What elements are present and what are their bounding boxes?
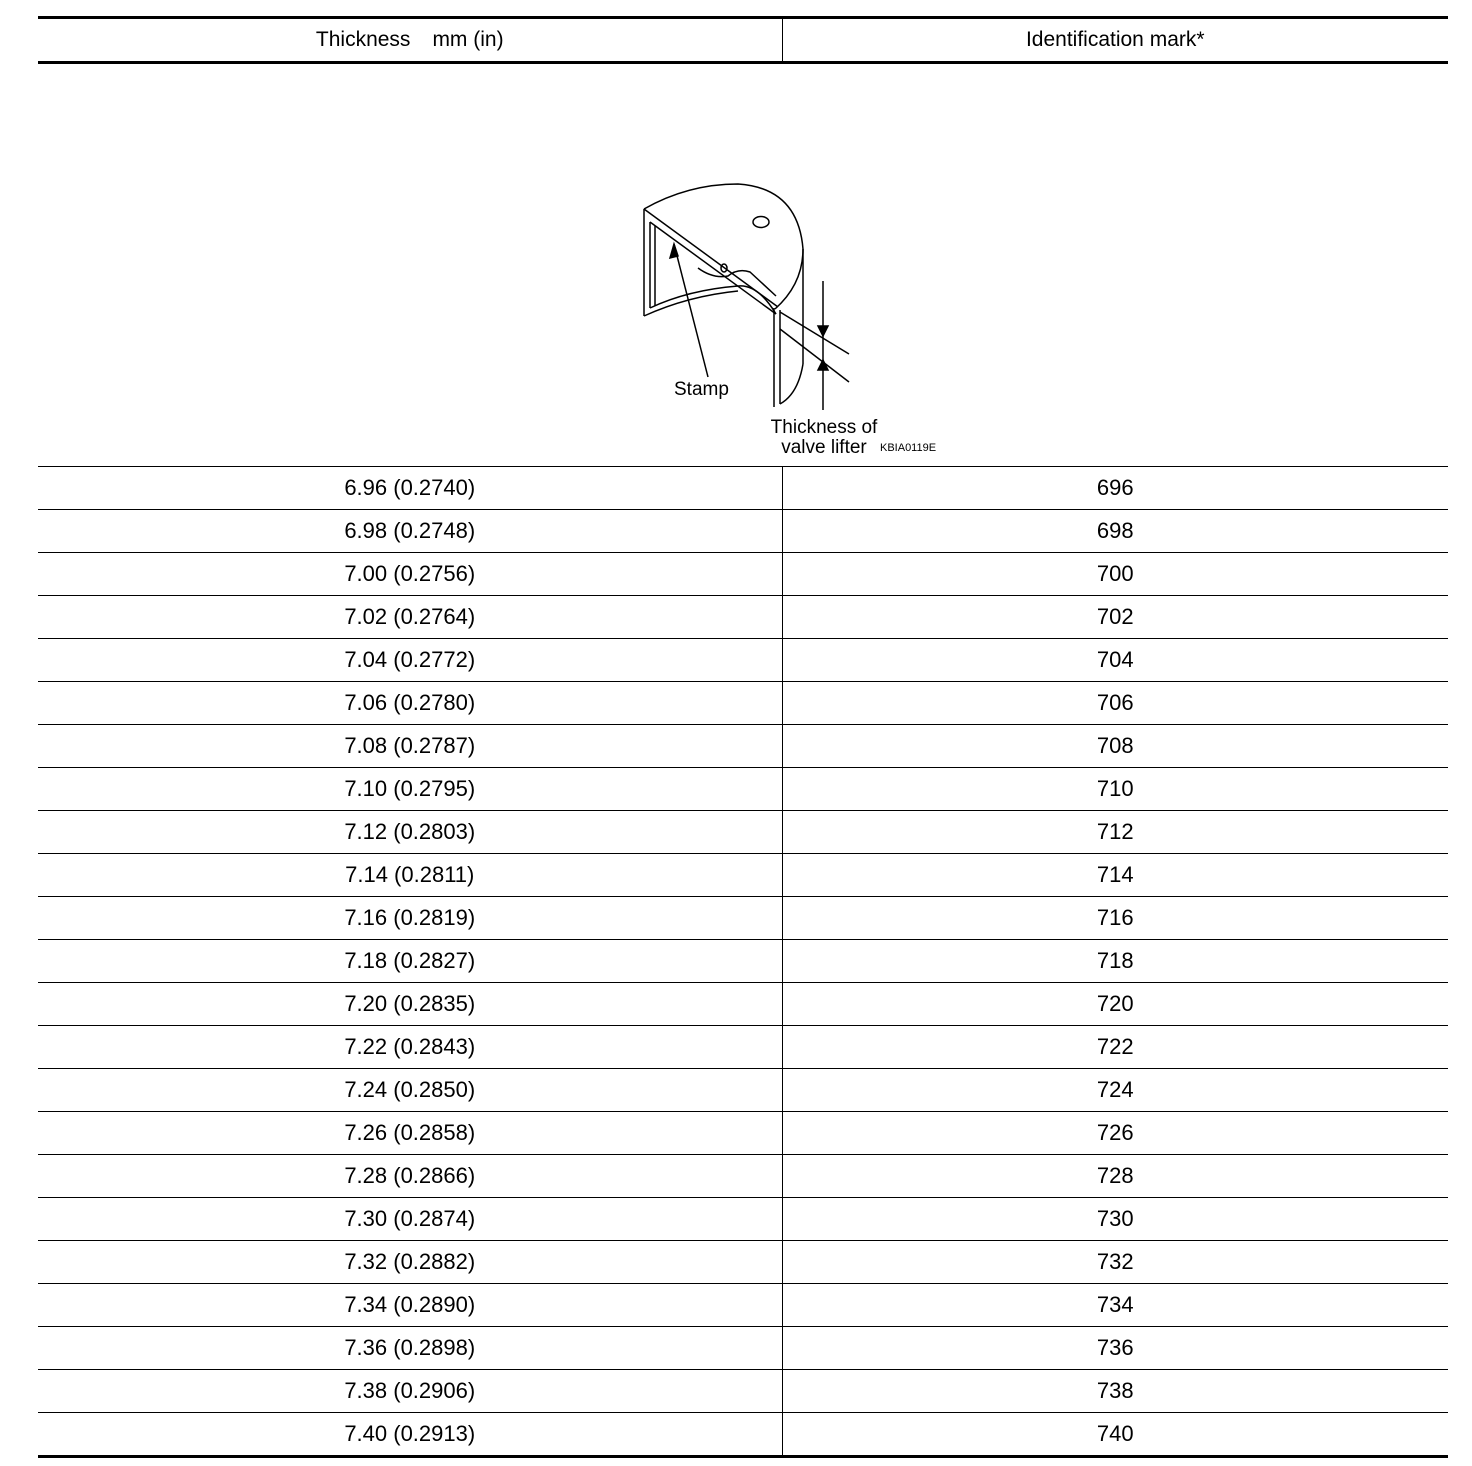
table-row xyxy=(38,1112,1448,1155)
thickness-label-line2: valve lifter xyxy=(781,437,867,458)
thickness-cell: 7.06 (0.2780) xyxy=(38,682,782,725)
thickness-cell: 7.28 (0.2866) xyxy=(38,1155,782,1198)
mark-cell: 730 xyxy=(782,1198,1448,1241)
thickness-of-valve-lifter-label xyxy=(766,418,882,458)
thickness-cell: 7.20 (0.2835) xyxy=(38,983,782,1026)
lifter-top-face xyxy=(644,184,803,309)
table-row xyxy=(38,725,1448,768)
mark-cell: 718 xyxy=(782,940,1448,983)
thickness-cell: 7.22 (0.2843) xyxy=(38,1026,782,1069)
thickness-cell: 6.96 (0.2740) xyxy=(38,467,782,510)
mark-cell: 716 xyxy=(782,897,1448,940)
mark-cell: 734 xyxy=(782,1284,1448,1327)
table-row xyxy=(38,1198,1448,1241)
table-row xyxy=(38,1370,1448,1413)
mark-cell: 708 xyxy=(782,725,1448,768)
table-row xyxy=(38,1284,1448,1327)
mark-cell: 720 xyxy=(782,983,1448,1026)
mark-cell: 728 xyxy=(782,1155,1448,1198)
table-row xyxy=(38,1026,1448,1069)
thickness-cell: 7.10 (0.2795) xyxy=(38,768,782,811)
table-row xyxy=(38,854,1448,897)
thickness-cell: 7.16 (0.2819) xyxy=(38,897,782,940)
mark-cell: 732 xyxy=(782,1241,1448,1284)
table-row xyxy=(38,1155,1448,1198)
thickness-cell: 7.02 (0.2764) xyxy=(38,596,782,639)
table-row xyxy=(38,553,1448,596)
thickness-cell: 7.40 (0.2913) xyxy=(38,1413,782,1457)
mark-cell: 712 xyxy=(782,811,1448,854)
mark-cell: 726 xyxy=(782,1112,1448,1155)
table-row xyxy=(38,510,1448,553)
document-page xyxy=(38,16,1448,1458)
thickness-header-unit: mm (in) xyxy=(432,28,504,51)
oil-hole xyxy=(753,217,769,228)
table-row xyxy=(38,1069,1448,1112)
mark-cell: 706 xyxy=(782,682,1448,725)
table-row xyxy=(38,940,1448,983)
valve-lifter-figure xyxy=(38,64,1448,466)
thickness-cell: 7.00 (0.2756) xyxy=(38,553,782,596)
valve-lifter-table xyxy=(38,16,1448,1458)
table-row xyxy=(38,897,1448,940)
table-row xyxy=(38,983,1448,1026)
table-row xyxy=(38,1327,1448,1370)
table-row xyxy=(38,596,1448,639)
table-header-row xyxy=(38,18,1448,63)
thickness-cell: 7.14 (0.2811) xyxy=(38,854,782,897)
mark-cell: 702 xyxy=(782,596,1448,639)
thickness-cell: 7.26 (0.2858) xyxy=(38,1112,782,1155)
mark-cell: 704 xyxy=(782,639,1448,682)
thickness-cell: 7.18 (0.2827) xyxy=(38,940,782,983)
thickness-label-line1: Thickness of xyxy=(770,417,878,438)
mark-cell: 698 xyxy=(782,510,1448,553)
table-row xyxy=(38,1241,1448,1284)
mark-cell: 722 xyxy=(782,1026,1448,1069)
mark-cell: 736 xyxy=(782,1327,1448,1370)
table-body xyxy=(38,467,1448,1457)
mark-cell: 710 xyxy=(782,768,1448,811)
thickness-cell: 7.12 (0.2803) xyxy=(38,811,782,854)
mark-cell: 738 xyxy=(782,1370,1448,1413)
thickness-cell: 7.08 (0.2787) xyxy=(38,725,782,768)
thickness-cell: 7.34 (0.2890) xyxy=(38,1284,782,1327)
figure-cell xyxy=(38,63,1448,467)
stamp-leader xyxy=(674,244,708,377)
thickness-cell: 7.24 (0.2850) xyxy=(38,1069,782,1112)
mark-cell: 724 xyxy=(782,1069,1448,1112)
thickness-cell: 7.36 (0.2898) xyxy=(38,1327,782,1370)
table-row xyxy=(38,639,1448,682)
figure-code: KBIA0119E xyxy=(880,442,937,454)
thickness-cell: 7.30 (0.2874) xyxy=(38,1198,782,1241)
thickness-cell: 7.38 (0.2906) xyxy=(38,1370,782,1413)
mark-cell: 696 xyxy=(782,467,1448,510)
thickness-header-label: Thickness xyxy=(315,28,411,51)
valve-lifter-illustration xyxy=(38,64,1448,466)
table-row xyxy=(38,768,1448,811)
identification-column-header: Identification mark* xyxy=(782,18,1448,63)
thickness-cell: 7.32 (0.2882) xyxy=(38,1241,782,1284)
thickness-cell: 7.04 (0.2772) xyxy=(38,639,782,682)
mark-cell: 700 xyxy=(782,553,1448,596)
table-row xyxy=(38,811,1448,854)
table-row xyxy=(38,1413,1448,1457)
mark-cell: 740 xyxy=(782,1413,1448,1457)
thickness-cell: 6.98 (0.2748) xyxy=(38,510,782,553)
table-row xyxy=(38,467,1448,510)
table-row xyxy=(38,682,1448,725)
figure-row xyxy=(38,63,1448,467)
stamp-label: Stamp xyxy=(674,379,729,400)
mark-cell: 714 xyxy=(782,854,1448,897)
thickness-column-header xyxy=(38,18,782,63)
